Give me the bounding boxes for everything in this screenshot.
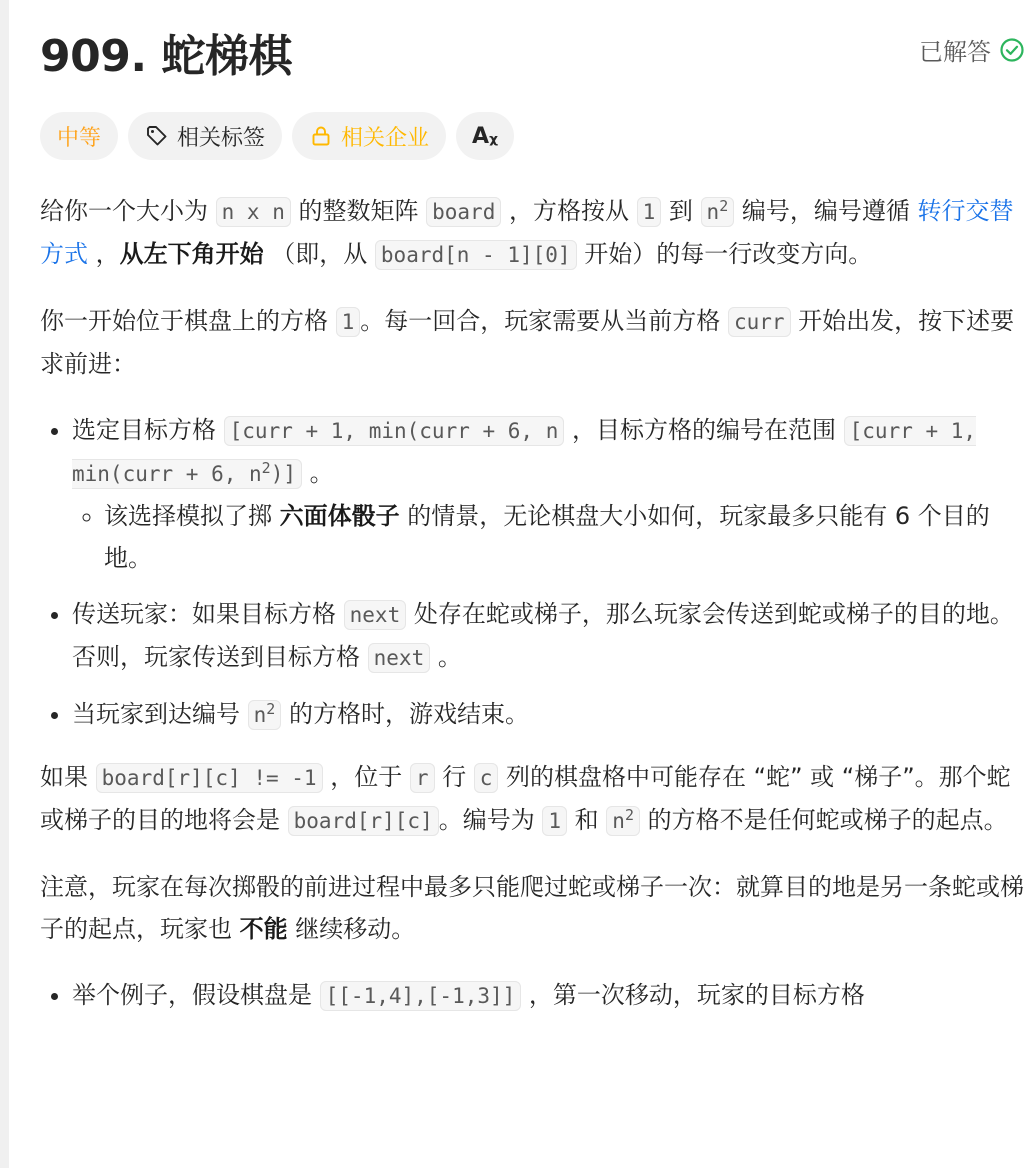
bold-text: 六面体骰子 <box>279 502 400 530</box>
inline-code: board <box>426 197 501 227</box>
solved-status <box>919 32 1025 67</box>
list-item: • 传送玩家：如果目标方格 next 处存在蛇或梯子，那么玩家会传送到蛇或梯子的目的地。否则，玩家传送到目标方格 next 。 <box>72 593 1025 679</box>
description-paragraph-2: 你一开始位于棋盘上的方格 1 。每一回合，玩家需要从当前方格 curr 开始出发，按下述要求前进： <box>40 307 1015 378</box>
topic-tags-label: 相关标签 <box>177 125 266 151</box>
description-paragraph-4: 注意，玩家在每次掷骰的前进过程中最多只能爬过蛇或梯子一次：就算目的地是另一条蛇或梯子的起点，玩家也 不能 继续移动。 <box>40 873 1024 943</box>
problem-header <box>40 0 1025 100</box>
inline-code: board[r][c] != -1 <box>96 763 323 793</box>
company-tags-label: 相关企业 <box>341 125 430 151</box>
company-tags-button[interactable] <box>292 112 446 160</box>
inline-code: $n^2$ <box>701 197 735 227</box>
example-list <box>40 974 1025 1017</box>
inline-code: [curr + 1, min(curr + 6, n <box>224 416 565 446</box>
check-circle-icon <box>999 37 1025 63</box>
list-item: • 选定目标方格 [curr + 1, min(curr + 6, n ，目标方格的编号在范围 [curr + 1, min(curr + 6, $n^2$)] 。 ◦ 该选择模拟了掷 六面体骰子 的情景，无论棋盘大小如何，玩家最多只能有 6 个目的地。 <box>72 409 1025 579</box>
inline-code: board[n - 1][0] <box>375 240 577 270</box>
tag-icon <box>145 124 169 148</box>
problem-description-panel <box>40 0 1025 1009</box>
list-item: ◦ 该选择模拟了掷 六面体骰子 的情景，无论棋盘大小如何，玩家最多只能有 6 个目的地。 <box>104 495 1025 579</box>
solved-status-label: 已解答 <box>919 38 991 66</box>
description-paragraph-3: 如果 board[r][c] != -1 ，位于 r 行 c 列的棋盘格中可能存在 “蛇” 或 “梯子”。那个蛇或梯子的目的地将会是 board[r][c] 。编号为 1 和 $n^2$ 的方格不是任何蛇或梯子的起点。 <box>40 763 1011 834</box>
inline-code: 1 <box>336 307 361 337</box>
translate-button[interactable] <box>456 112 514 160</box>
topic-tags-button[interactable] <box>128 112 282 160</box>
bold-text: 不能 <box>239 915 288 943</box>
inline-code: next <box>368 643 431 673</box>
inline-code: $n^2$ <box>606 806 640 836</box>
inline-code: c <box>474 763 499 793</box>
inline-code: [curr + 1, min(curr + 6, $n^2$)] <box>72 416 976 489</box>
inline-code: curr <box>728 307 791 337</box>
inline-code: next <box>344 600 407 630</box>
bold-text: 从左下角开始 <box>119 240 264 268</box>
inline-code: n x n <box>216 197 291 227</box>
description-paragraph-1: 给你一个大小为 n x n 的整数矩阵 board ，方格按从 1 到 $n^2$ 编号，编号遵循 转行交替方式 ，从左下角开始 （即，从 board[n - 1][0] 开始）的每一行改变方向。 <box>40 197 1014 268</box>
translate-icon: Aᵪ <box>472 123 499 149</box>
lock-icon <box>309 124 333 148</box>
problem-title[interactable]: 909. 蛇梯棋 <box>40 31 292 82</box>
difficulty-badge: 中等 <box>40 112 118 160</box>
inline-code: $n^2$ <box>248 700 282 730</box>
nested-list <box>72 495 1025 579</box>
inline-code: 1 <box>542 806 567 836</box>
left-panel-divider[interactable] <box>0 0 9 1168</box>
problem-tags <box>40 112 514 160</box>
inline-code: [[-1,4],[-1,3]] <box>320 981 522 1011</box>
list-item: • 当玩家到达编号 $n^2$ 的方格时，游戏结束。 <box>72 693 1025 736</box>
inline-code: r <box>410 763 435 793</box>
problem-content <box>40 190 1025 1037</box>
inline-code: board[r][c] <box>288 806 439 836</box>
boustrophedon-link[interactable]: 转行交替方式 <box>40 197 1014 268</box>
list-item: • 举个例子，假设棋盘是 [[-1,4],[-1,3]] ，第一次移动，玩家的目标方格 <box>72 974 1025 1017</box>
inline-code: 1 <box>637 197 662 227</box>
rules-list <box>40 409 1025 736</box>
